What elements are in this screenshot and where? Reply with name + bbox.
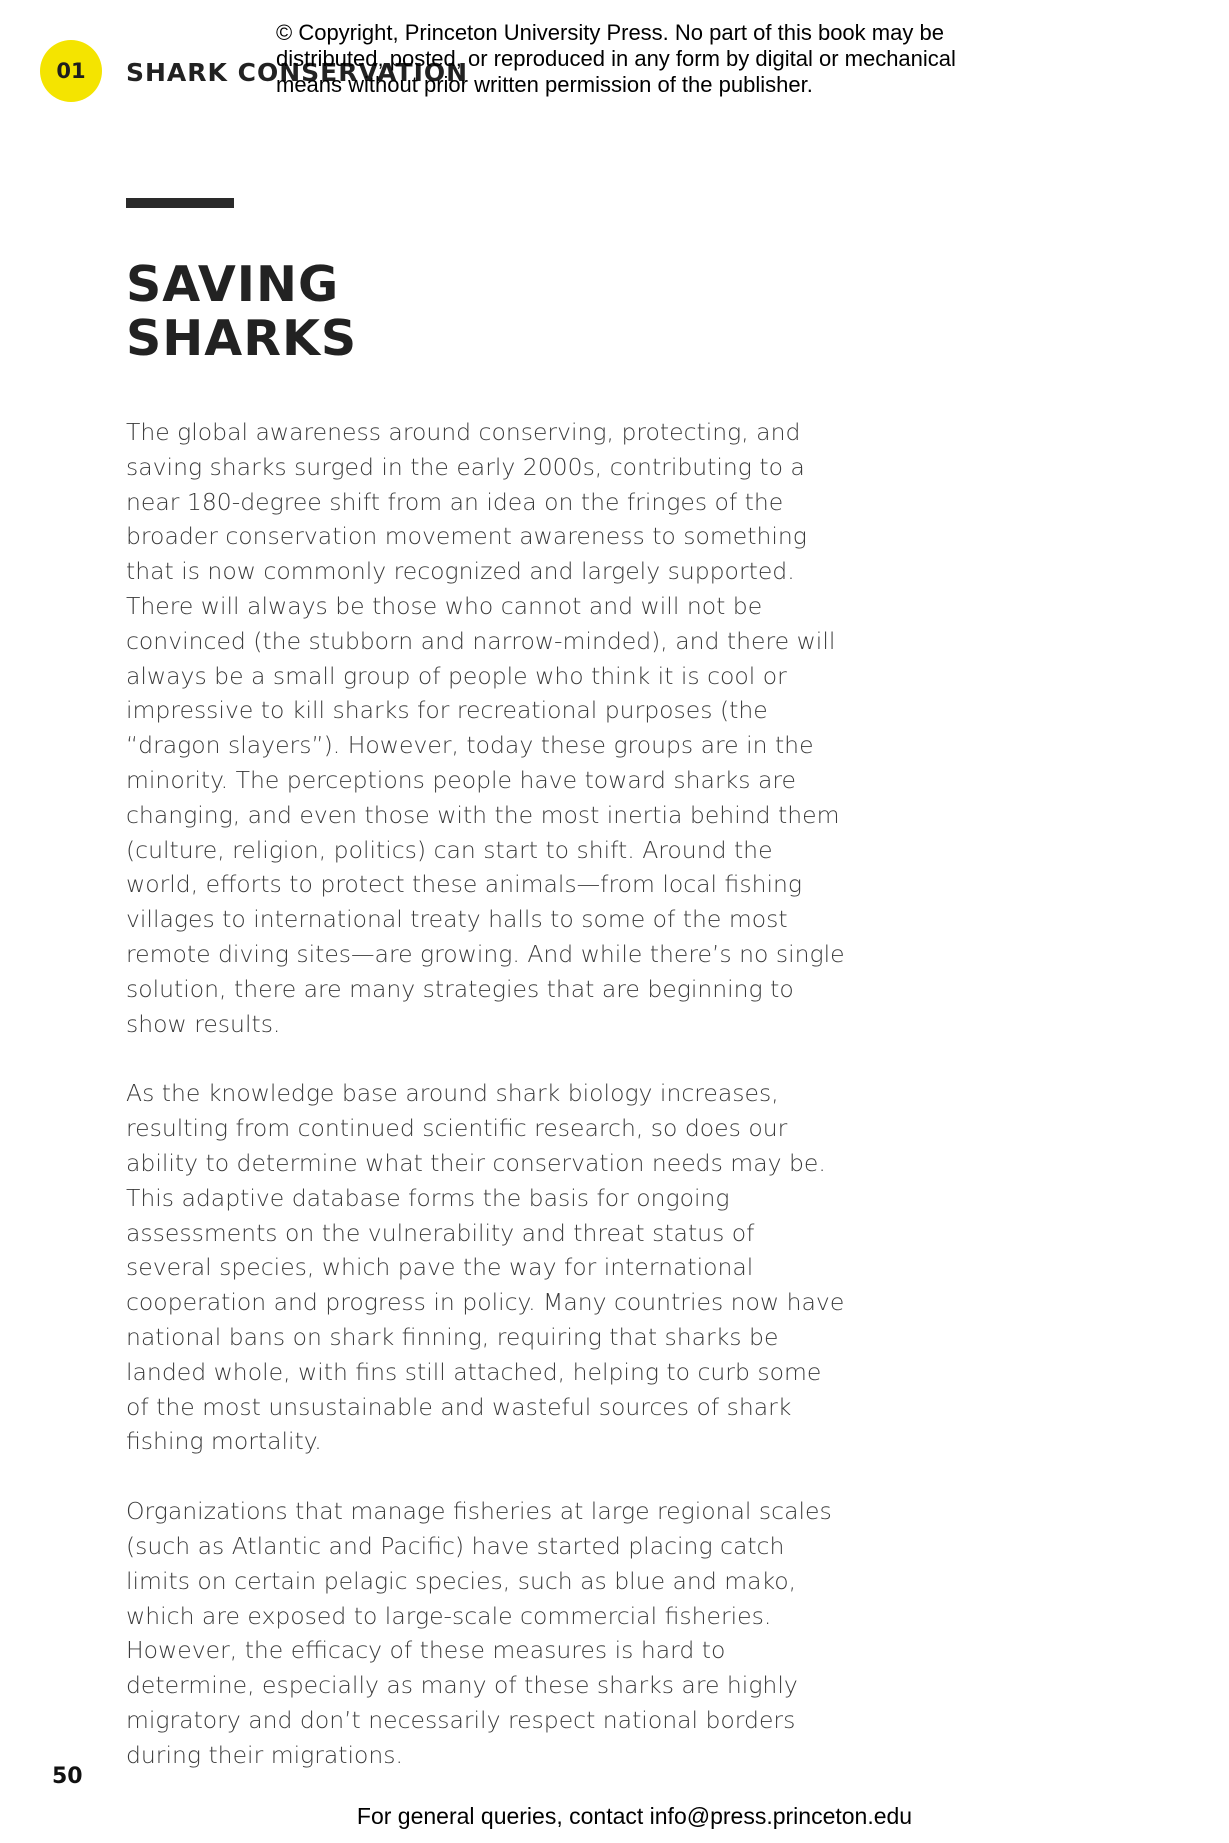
footer-contact: For general queries, contact info@press.princeton.edu bbox=[356, 1803, 913, 1829]
page-number: 50 bbox=[52, 1764, 83, 1789]
copyright-notice: © Copyright, Princeton University Press. No part of this book may be distributed, posted, or reproduced in any form by digital or mechanical means without prior written permission of the publisher. bbox=[276, 20, 956, 97]
body-paragraph-2: As the knowledge base around shark biology increases, resulting from continued scientific research, so does our ability to determine what their conservation needs may be. This adaptive database forms the basis for ongoing assessments on the vulnerability and threat status of several species, which pave the way for international cooperation and progress in policy. Many countries now have national bans on shark finning, requiring that sharks be landed whole, with fins still attached, helping to curb some of the most unsustainable and wasteful sources of shark fishing mortality. bbox=[126, 1079, 845, 1456]
heading-rule-bar bbox=[126, 198, 234, 208]
body-text bbox=[126, 415, 846, 1807]
heading-line-2: SHARKS bbox=[126, 310, 358, 367]
body-paragraph-3: Organizations that manage fisheries at large regional scales (such as Atlantic and Pacific) have started placing catch limits on certain pelagic species, such as blue and mako, which are exposed to large-scale commercial fisheries. However, the efficacy of these measures is hard to determine, especially as many of these sharks are highly migratory and don’t necessarily respect national borders during their migrations. bbox=[126, 1497, 832, 1769]
body-paragraph-1: The global awareness around conserving, protecting, and saving sharks surged in the early 2000s, contributing to a near 180-degree shift from an idea on the fringes of the broader conservation movement awareness to something that is now commonly recognized and largely supported. There will always be those who cannot and will not be convinced (the stubborn and narrow-minded), and there will always be a small group of people who think it is cool or impressive to kill sharks for recreational purposes (the “dragon slayers”). However, today these groups are in the minority. The perceptions people have toward sharks are changing, and even those with the most inertia behind them (culture, religion, politics) can start to shift. Around the world, efforts to protect these animals—from local fishing villages to international treaty halls to some of the most remote diving sites—are growing. And while there’s no single solution, there are many strategies that are beginning to show results. bbox=[126, 418, 845, 1038]
chapter-title: SHARK CONSERVATION bbox=[126, 58, 469, 87]
chapter-number-badge: 01 bbox=[40, 40, 102, 102]
heading-line-1: SAVING bbox=[126, 256, 340, 313]
page-heading bbox=[126, 258, 357, 366]
